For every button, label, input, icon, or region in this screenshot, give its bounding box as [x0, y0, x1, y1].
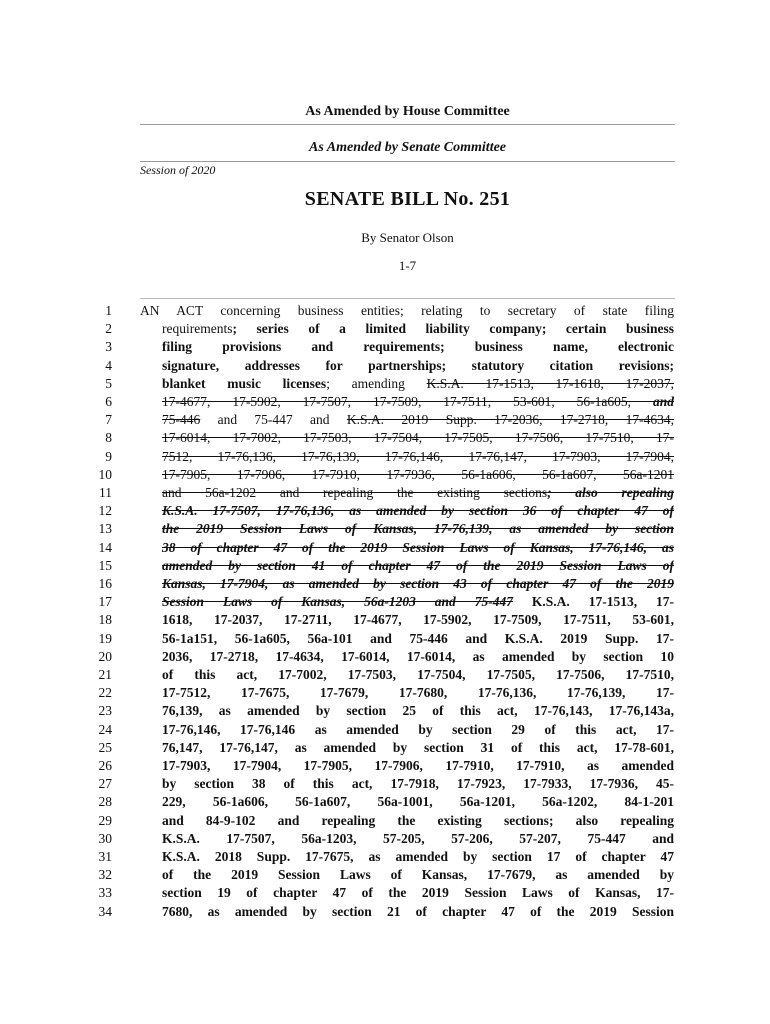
- line-number: 34: [98, 904, 112, 919]
- inserted-text: 17-7512, 17-7675, 17-7679, 17-7680, 17-76,136, 17-76,139, 17-: [162, 685, 674, 700]
- struck-text: ; also repealing: [547, 485, 674, 500]
- bill-line: [162, 793, 674, 811]
- bill-line: [162, 630, 674, 648]
- bill-line: [162, 884, 674, 902]
- line-number: 2: [105, 321, 112, 336]
- line-number: 10: [98, 467, 112, 482]
- bill-line: [162, 575, 674, 593]
- bill-line: [162, 539, 674, 557]
- struck-text: amended by section 41 of chapter 47 of the 2019 Session Laws of: [162, 558, 674, 573]
- inserted-text: filing provisions and requirements; business name, electronic: [162, 339, 674, 354]
- header-rule: [140, 161, 675, 162]
- bill-line: [162, 557, 674, 575]
- bill-line: [162, 320, 674, 338]
- line-number: 29: [98, 813, 112, 828]
- line-number: 23: [98, 703, 112, 718]
- line-number: 13: [98, 521, 112, 536]
- line-number: 17: [98, 594, 112, 609]
- session-label: Session of 2020: [140, 163, 216, 177]
- bill-line: [162, 866, 674, 884]
- inserted-text: 76,139, as amended by section 25 of this act, 17-76,143, 17-76,143a,: [162, 703, 674, 718]
- bill-line: [162, 375, 674, 393]
- line-number: 14: [98, 540, 112, 555]
- line-number: 6: [105, 394, 112, 409]
- line-number: 15: [98, 558, 112, 573]
- bill-line: [162, 684, 674, 702]
- struck-text: and: [652, 394, 674, 409]
- inserted-text: 17-76,146, 17-76,146 as amended by section 29 of this act, 17-: [162, 722, 674, 737]
- bill-line: [162, 903, 674, 921]
- line-number: 32: [98, 867, 112, 882]
- inserted-text: 229, 56-1a606, 56-1a607, 56a-1001, 56a-1201, 56a-1202, 84-1-201: [162, 794, 674, 809]
- struck-text: 75-446: [162, 412, 201, 427]
- line-number: 22: [98, 685, 112, 700]
- senate-committee-heading: As Amended by Senate Committee: [308, 140, 507, 155]
- line-number: 4: [105, 358, 112, 373]
- inserted-text: blanket music licenses: [162, 376, 327, 391]
- line-number: 28: [98, 794, 112, 809]
- bill-line: [162, 666, 674, 684]
- struck-text: Kansas, 17-7904, as amended by section 43 of chapter 47 of the 2019: [162, 576, 674, 591]
- bill-line: [162, 702, 674, 720]
- bill-sponsor: By Senator Olson: [361, 230, 454, 245]
- bill-line: [162, 502, 674, 520]
- bill-line: [162, 812, 674, 830]
- line-number: 33: [98, 885, 112, 900]
- bill-line: [140, 302, 674, 320]
- struck-text: Session Laws of Kansas, 56a-1203 and 75-447: [162, 594, 513, 609]
- bill-line: [162, 393, 674, 411]
- line-number: 11: [99, 485, 112, 500]
- line-text: AN ACT concerning business entities; relating to secretary of state filing: [140, 303, 674, 318]
- inserted-text: K.S.A. 2018 Supp. 17-7675, as amended by section 17 of chapter 47: [162, 849, 674, 864]
- inserted-text: and 84-9-102 and repealing the existing sections; also repealing: [162, 813, 674, 828]
- bill-title: SENATE BILL No. 251: [304, 188, 511, 210]
- line-number: 12: [98, 503, 112, 518]
- inserted-text: of this act, 17-7002, 17-7503, 17-7504, 17-7505, 17-7506, 17-7510,: [162, 667, 674, 682]
- bill-line: [162, 739, 674, 757]
- struck-text: 38 of chapter 47 of the 2019 Session Laws of Kansas, 17-76,146, as: [162, 540, 674, 555]
- struck-text: 17-6014, 17-7002, 17-7503, 17-7504, 17-7505, 17-7506, 17-7510, 17-: [162, 430, 674, 445]
- line-number: 8: [105, 430, 112, 445]
- inserted-text: 56-1a151, 56-1a605, 56a-101 and 75-446 and K.S.A. 2019 Supp. 17-: [162, 631, 674, 646]
- bill-line: [162, 593, 674, 611]
- line-text: and 75-447 and: [200, 412, 347, 427]
- inserted-text: section 19 of chapter 47 of the 2019 Session Laws of Kansas, 17-: [162, 885, 674, 900]
- line-number: 5: [105, 376, 112, 391]
- line-number: 27: [98, 776, 112, 791]
- line-text: ; amending: [326, 376, 427, 391]
- line-number: 31: [98, 849, 112, 864]
- line-number: 7: [105, 412, 112, 427]
- inserted-text: signature, addresses for partnerships; statutory citation revisions;: [162, 358, 674, 373]
- body-rule: [140, 298, 675, 299]
- bill-line: [162, 757, 674, 775]
- bill-line: [162, 429, 674, 447]
- line-number: 20: [98, 649, 112, 664]
- line-number: 16: [98, 576, 112, 591]
- bill-line: [162, 775, 674, 793]
- inserted-text: K.S.A. 17-7507, 56a-1203, 57-205, 57-206, 57-207, 75-447 and: [162, 831, 674, 846]
- bill-line: [162, 830, 674, 848]
- line-number: 19: [98, 631, 112, 646]
- bill-line: [162, 357, 674, 375]
- bill-line: [162, 338, 674, 356]
- line-text: requirements: [162, 321, 233, 336]
- bill-line: [162, 648, 674, 666]
- bill-line: [162, 448, 674, 466]
- header-rule: [140, 124, 675, 125]
- inserted-text: 1618, 17-2037, 17-2711, 17-4677, 17-5902, 17-7509, 17-7511, 53-601,: [162, 612, 674, 627]
- house-committee-heading: As Amended by House Committee: [305, 104, 510, 119]
- inserted-text: by section 38 of this act, 17-7918, 17-7923, 17-7933, 17-7936, 45-: [162, 776, 674, 791]
- line-number: 18: [98, 612, 112, 627]
- line-number: 25: [98, 740, 112, 755]
- inserted-text: ; series of a limited liability company; certain business: [232, 321, 674, 336]
- bill-line: [162, 848, 674, 866]
- bill-date: 1-7: [398, 258, 417, 273]
- line-number: 1: [105, 303, 112, 318]
- bill-line: [162, 721, 674, 739]
- line-number: 9: [105, 449, 112, 464]
- line-number: 3: [105, 339, 112, 354]
- struck-text: 7512, 17-76,136, 17-76,139, 17-76,146, 17-76,147, 17-7903, 17-7904,: [162, 449, 674, 464]
- inserted-text: 7680, as amended by section 21 of chapter 47 of the 2019 Session: [162, 904, 674, 919]
- inserted-text: 17-7903, 17-7904, 17-7905, 17-7906, 17-7910, 17-7910, as amended: [162, 758, 674, 773]
- line-number: 24: [98, 722, 112, 737]
- bill-line: [162, 484, 674, 502]
- inserted-text: 2036, 17-2718, 17-4634, 17-6014, 17-6014, as amended by section 10: [162, 649, 674, 664]
- struck-text: K.S.A. 2019 Supp. 17-2036, 17-2718, 17-4634,: [346, 412, 674, 427]
- line-number: 30: [98, 831, 112, 846]
- inserted-text: of the 2019 Session Laws of Kansas, 17-7679, as amended by: [162, 867, 674, 882]
- struck-text: 17-4677, 17-5902, 17-7507, 17-7509, 17-7511, 53-601, 56-1a605,: [162, 394, 653, 409]
- inserted-text: K.S.A. 17-1513, 17-: [512, 594, 674, 609]
- struck-text: the 2019 Session Laws of Kansas, 17-76,139, as amended by section: [162, 521, 674, 536]
- line-number: 26: [98, 758, 112, 773]
- bill-line: [162, 611, 674, 629]
- struck-text: K.S.A. 17-1513, 17-1618, 17-2037,: [426, 376, 674, 391]
- line-number: 21: [98, 667, 112, 682]
- inserted-text: 76,147, 17-76,147, as amended by section 31 of this act, 17-78-601,: [162, 740, 674, 755]
- struck-text: 17-7905, 17-7906, 17-7910, 17-7936, 56-1a606, 56-1a607, 56a-1201: [162, 467, 674, 482]
- struck-text: K.S.A. 17-7507, 17-76,136, as amended by section 36 of chapter 47 of: [162, 503, 674, 518]
- struck-text: and 56a-1202 and repealing the existing sections: [162, 485, 548, 500]
- bill-line: [162, 520, 674, 538]
- bill-line: [162, 466, 674, 484]
- bill-line: [162, 411, 674, 429]
